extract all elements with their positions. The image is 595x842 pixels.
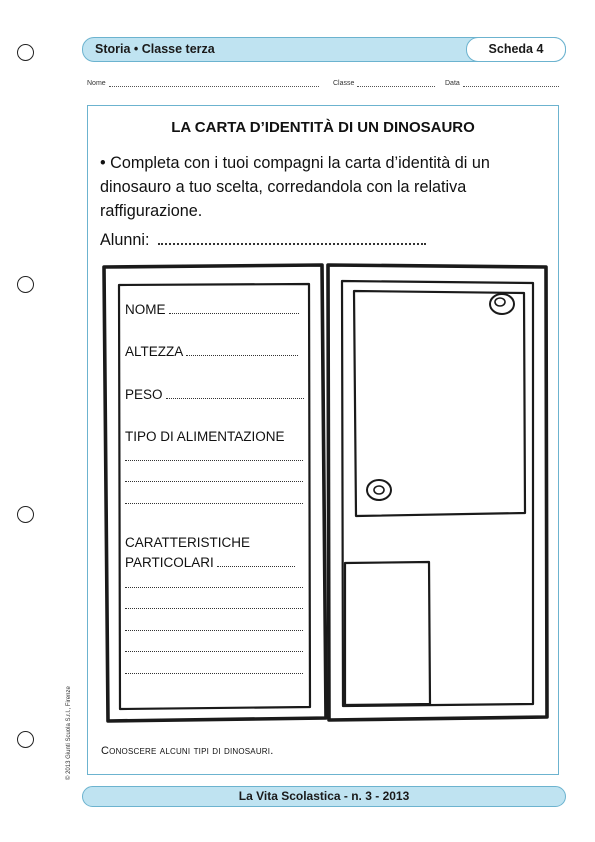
class-label: Classe (333, 80, 355, 87)
thumbtack-bottom (367, 480, 391, 500)
students-label: Alunni: (100, 231, 150, 249)
alimentazione-line (125, 459, 303, 461)
alimentazione-line (125, 480, 303, 482)
class-blank (357, 80, 435, 87)
right-page-inner (342, 281, 533, 706)
binder-hole (17, 731, 34, 748)
field-caratteristiche: CARATTERISTICHE (125, 535, 251, 550)
small-box (345, 562, 430, 705)
field-alimentazione: TIPO DI ALIMENTAZIONE (125, 429, 285, 444)
particolari-line (125, 650, 303, 652)
students-line (100, 231, 426, 250)
date-blank (463, 80, 559, 87)
left-page-outer (104, 265, 326, 721)
binder-hole (17, 506, 34, 523)
altezza-blank (186, 346, 298, 356)
binder-hole (17, 44, 34, 61)
learning-goal-note: Conoscere alcuni tipi di dinosauri. (101, 745, 274, 757)
picture-frame (354, 291, 525, 516)
class-line (333, 80, 435, 87)
name-blank (109, 80, 319, 87)
sheet-number: Scheda 4 (466, 37, 566, 62)
particolari-blank (217, 557, 295, 567)
particolari-line (125, 607, 303, 609)
particolari-line (125, 672, 303, 674)
date-line (445, 80, 559, 87)
name-label: Nome (87, 80, 106, 87)
date-label: Data (445, 80, 460, 87)
page-title: LA CARTA D’IDENTITÀ DI UN DINOSAURO (171, 119, 475, 136)
field-altezza: ALTEZZA (125, 344, 298, 359)
instruction-text: • Completa con i tuoi compagni la carta d’identità di un dinosauro a tuo scelta, corredandola con la relativa raffigurazione. (100, 154, 490, 220)
peso-blank (166, 389, 304, 399)
identity-card-drawing (96, 263, 554, 725)
copyright-text: © 2013 Giunti Scuola S.r.l., Firenze (66, 686, 72, 780)
particolari-line (125, 629, 303, 631)
subject-label: Storia • Classe terza (95, 42, 215, 56)
right-page-outer (328, 265, 547, 720)
field-particolari: PARTICOLARI (125, 555, 295, 570)
thumbtack-top (490, 294, 514, 314)
students-blank (158, 233, 426, 245)
footer-bar: La Vita Scolastica - n. 3 - 2013 (82, 786, 566, 807)
field-peso: PESO (125, 387, 304, 402)
field-nome: NOME (125, 302, 299, 317)
name-line (87, 80, 319, 87)
nome-blank (169, 304, 299, 314)
binder-hole (17, 276, 34, 293)
particolari-line (125, 586, 303, 588)
alimentazione-line (125, 502, 303, 504)
